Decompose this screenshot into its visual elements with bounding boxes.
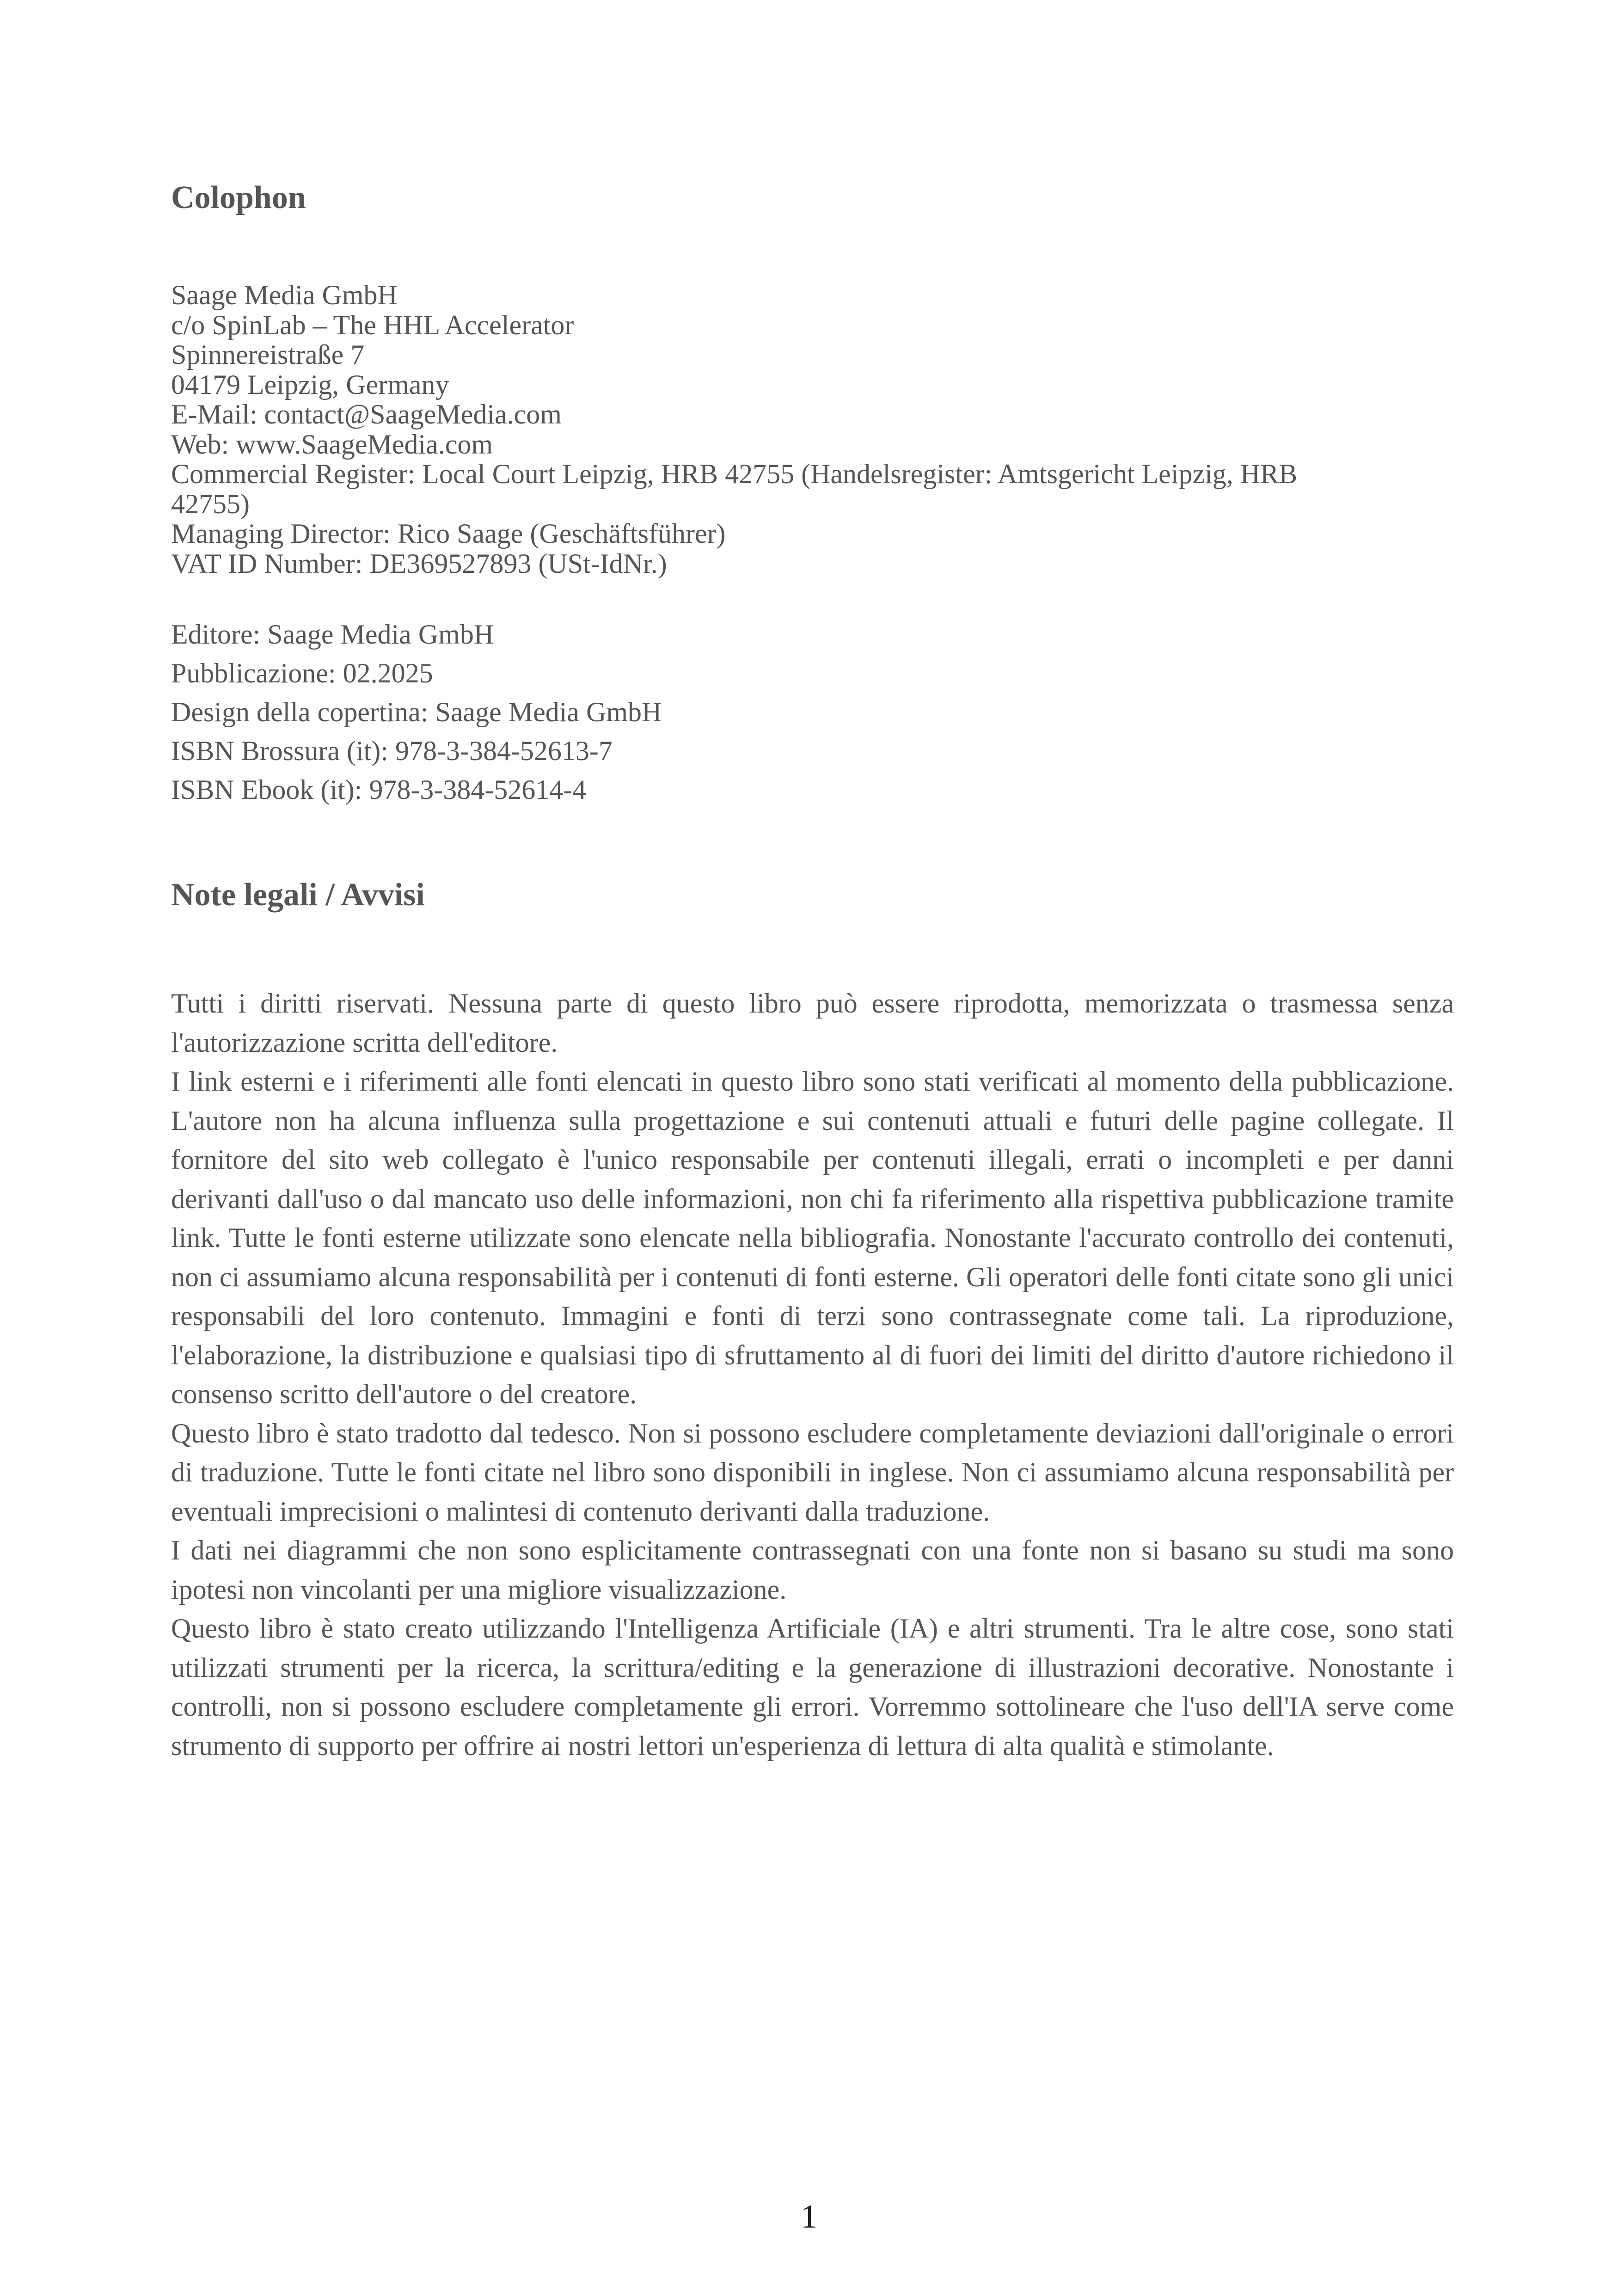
email-line: E-Mail: contact@SaageMedia.com <box>171 399 562 430</box>
cover-design-line: Design della copertina: Saage Media GmbH <box>171 697 662 727</box>
publication-info-block <box>171 615 1454 809</box>
legal-paragraph-rights: Tutti i diritti riservati. Nessuna parte di questo libro può essere riprodotta, memorizzata o trasmessa senza l'autorizzazione scritta dell'editore. <box>171 988 1454 1058</box>
commercial-register-line-cont: 42755) <box>171 488 250 519</box>
page-number: 1 <box>801 2198 817 2235</box>
legal-paragraph-ai: Questo libro è stato creato utilizzando l'Intelligenza Artificiale (IA) e altri strumenti. Tra le altre cose, sono stati utilizzati strumenti per la ricerca, la scrittura/editing e la generazione di illustrazioni decorative. Nonostante i controlli, non si possono escludere completamente gli errori. Vorremmo sottolineare che l'uso dell'IA serve come strumento di supporto per offrire ai nostri lettori un'esperienza di lettura di alta qualità e stimolante. <box>171 1613 1454 1761</box>
legal-notes-heading: Note legali / Avvisi <box>171 877 425 913</box>
managing-director-line: Managing Director: Rico Saage (Geschäftsführer) <box>171 518 726 549</box>
web-line: Web: www.SaageMedia.com <box>171 429 493 460</box>
vat-id-line: VAT ID Number: DE369527893 (USt-IdNr.) <box>171 548 667 579</box>
address-line: c/o SpinLab – The HHL Accelerator <box>171 309 574 340</box>
isbn-ebook-line: ISBN Ebook (it): 978-3-384-52614-4 <box>171 774 587 805</box>
publisher-address-block <box>171 280 1454 578</box>
legal-notes-body <box>171 984 1454 1765</box>
colophon-heading: Colophon <box>171 180 306 215</box>
address-line: 04179 Leipzig, Germany <box>171 369 449 400</box>
legal-paragraph-translation: Questo libro è stato tradotto dal tedesco. Non si possono escludere completamente deviazioni dall'originale o errori di traduzione. Tutte le fonti citate nel libro sono disponibili in inglese. Non ci assumiamo alcuna responsabilità per eventuali imprecisioni o malintesi di contenuto derivanti dalla traduzione. <box>171 1418 1454 1527</box>
legal-paragraph-diagrams: I dati nei diagrammi che non sono esplicitamente contrassegnati con una fonte non si basano su studi ma sono ipotesi non vincolanti per una migliore visualizzazione. <box>171 1535 1454 1605</box>
address-line: Saage Media GmbH <box>171 280 398 310</box>
legal-paragraph-links: I link esterni e i riferimenti alle fonti elencati in questo libro sono stati verificati al momento della pubblicazione. L'autore non ha alcuna influenza sulla progettazione e sui contenuti attuali e futuri delle pagine collegate. Il fornitore del sito web collegato è l'unico responsabile per contenuti illegali, errati o incompleti e per danni derivanti dall'uso o dal mancato uso delle informazioni, non chi fa riferimento alla rispettiva pubblicazione tramite link. Tutte le fonti esterne utilizzate sono elencate nella bibliografia. Nonostante l'accurato controllo dei contenuti, non ci assumiamo alcuna responsabilità per i contenuti di fonti esterne. Gli operatori delle fonti citate sono gli unici responsabili del loro contenuto. Immagini e fonti di terzi sono contrassegnate come tali. La riproduzione, l'elaborazione, la distribuzione e qualsiasi tipo di sfruttamento al di fuori dei limiti del diritto d'autore richiedono il consenso scritto dell'autore o del creatore. <box>171 1066 1454 1409</box>
address-line: Spinnereistraße 7 <box>171 339 365 370</box>
publication-date-line: Pubblicazione: 02.2025 <box>171 658 433 688</box>
publisher-line: Editore: Saage Media GmbH <box>171 619 494 650</box>
isbn-paperback-line: ISBN Brossura (it): 978-3-384-52613-7 <box>171 736 613 766</box>
commercial-register-line: Commercial Register: Local Court Leipzig, HRB 42755 (Handelsregister: Amtsgericht Leipzig, HRB <box>171 459 1298 489</box>
